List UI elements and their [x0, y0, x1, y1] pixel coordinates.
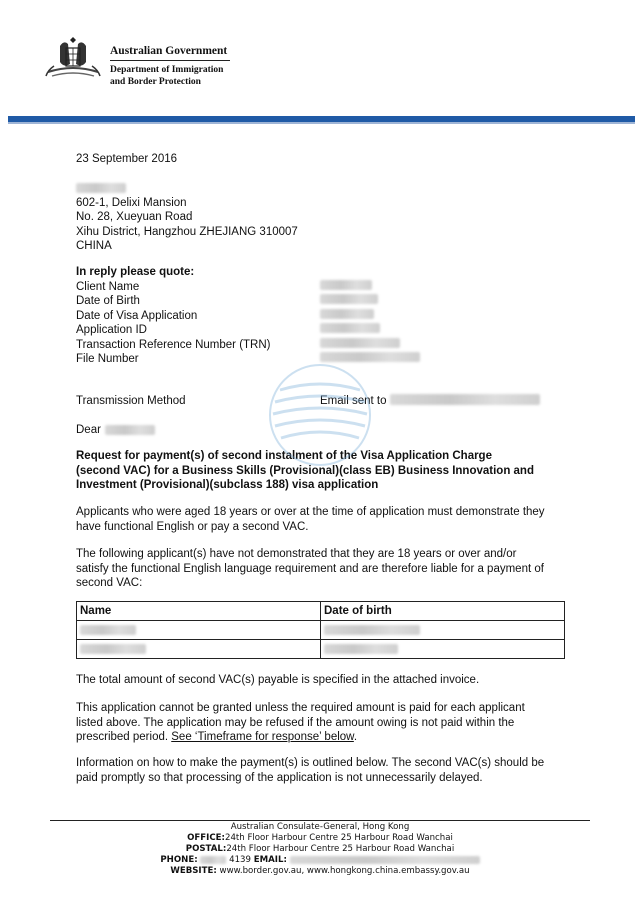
- address-line: 602-1, Delixi Mansion: [76, 196, 187, 209]
- footer-label: PHONE:: [160, 855, 198, 865]
- paragraph-invoice: The total amount of second VAC(s) payable is specified in the attached invoice.: [76, 674, 480, 686]
- paragraph-line: The following applicant(s) have not demonstrated that they are 18 years or over and/or: [76, 548, 517, 560]
- footer: [0, 822, 640, 877]
- letter-date: 23 September 2016: [76, 153, 178, 165]
- email-redacted: [390, 394, 540, 405]
- footer-office: [0, 833, 640, 844]
- watermark-logo-icon: [255, 360, 385, 470]
- quote-row: [76, 294, 566, 309]
- quote-row: [76, 280, 566, 295]
- quote-label: Client Name: [76, 280, 140, 293]
- footer-divider: [50, 820, 590, 821]
- table-row: [77, 621, 565, 640]
- quote-row: [76, 323, 566, 338]
- subject-line: Request for payment(s) of second instalment of the Visa Application Charge: [76, 450, 492, 462]
- transmission-label: Transmission Method: [76, 395, 186, 407]
- footer-consulate: Australian Consulate-General, Hong Kong: [230, 822, 410, 832]
- paragraph-line: listed above. The application may be refused if the amount owing is not paid within the: [76, 716, 515, 729]
- quote-label: Transaction Reference Number (TRN): [76, 338, 271, 351]
- quote-label: Date of Birth: [76, 295, 140, 307]
- quote-label: Application ID: [76, 324, 147, 336]
- paragraph-line: [76, 730, 566, 745]
- paragraph-line: second VAC:: [76, 577, 143, 589]
- footer-website: [0, 866, 640, 877]
- paragraph-line: have functional English or pay a second VAC.: [76, 520, 309, 533]
- paragraph-text: .: [353, 731, 358, 743]
- government-name: Australian Government: [110, 45, 228, 57]
- quote-label: Date of Visa Application: [76, 309, 198, 322]
- footer-postal: [0, 844, 640, 855]
- address-line: No. 28, Xueyuan Road: [76, 211, 193, 223]
- footer-value: 4139: [229, 855, 251, 865]
- reply-quote-block: [76, 265, 566, 367]
- table-header-row: [77, 602, 565, 621]
- recipient-name-redacted: [76, 181, 566, 196]
- footer-value: 24th Floor Harbour Centre 25 Harbour Road Wanchai: [224, 833, 453, 843]
- paragraph-text: prescribed period.: [76, 731, 172, 743]
- recipient-address: [76, 181, 566, 254]
- paragraph-line: Applicants who were aged 18 years or over at the time of application must demonstrate they: [76, 506, 545, 518]
- column-header-dob: Date of birth: [321, 602, 565, 621]
- department-name-line1: Department of Immigration: [110, 65, 224, 75]
- address-line: CHINA: [76, 240, 112, 252]
- paragraph-line: paid promptly so that processing of the application is not unnecessarily delayed.: [76, 771, 483, 784]
- quote-row: [76, 309, 566, 324]
- quote-label: File Number: [76, 353, 139, 365]
- paragraph-eligibility: [76, 505, 566, 534]
- paragraph-liable-applicants: [76, 547, 566, 591]
- timeframe-link[interactable]: See ‘Timeframe for response’ below: [171, 731, 354, 743]
- paragraph-line: Information on how to make the payment(s) is outlined below. The second VAC(s) should be: [76, 757, 545, 769]
- table-cell-redacted: [321, 640, 565, 659]
- table-cell-redacted: [77, 640, 321, 659]
- table-row: [77, 640, 565, 659]
- footer-label: POSTAL:: [185, 844, 227, 854]
- footer-value: www.border.gov.au, www.hongkong.china.embassy.gov.au: [219, 866, 470, 876]
- footer-label: WEBSITE:: [170, 866, 217, 876]
- subject-line: (second VAC) for a Business Skills (Provisional)(class EB) Business Innovation and: [76, 464, 534, 477]
- quote-row: [76, 338, 566, 353]
- footer-value: 24th Floor Harbour Centre 25 Harbour Road Wanchai: [226, 844, 455, 854]
- subject-line: Investment (Provisional)(subclass 188) visa application: [76, 479, 379, 491]
- address-line: Xihu District, Hangzhou ZHEJIANG 310007: [76, 225, 298, 238]
- paragraph-payment-info: [76, 756, 566, 785]
- department-name-line2: and Border Protection: [110, 77, 201, 87]
- table-cell-redacted: [321, 621, 565, 640]
- paragraph-line: satisfy the functional English language requirement and are therefore liable for a payment of: [76, 562, 544, 575]
- reply-heading: In reply please quote:: [76, 266, 195, 278]
- salutation-name-redacted: [105, 425, 155, 435]
- footer-contact: [0, 855, 640, 866]
- paragraph-line: This application cannot be granted unless the required amount is paid for each applicant: [76, 702, 525, 714]
- header-divider: [110, 60, 230, 61]
- header-bar-shadow: [8, 122, 635, 124]
- paragraph-refusal-warning: [76, 701, 566, 745]
- transmission-value: Email sent to: [320, 395, 387, 407]
- footer-label: EMAIL:: [253, 855, 287, 865]
- footer-label: OFFICE:: [187, 833, 225, 843]
- applicant-table: [76, 601, 565, 659]
- column-header-name: Name: [77, 602, 321, 621]
- government-header: [110, 44, 230, 88]
- coat-of-arms-icon: [42, 36, 104, 84]
- table-cell-redacted: [77, 621, 321, 640]
- salutation-text: Dear: [76, 424, 101, 436]
